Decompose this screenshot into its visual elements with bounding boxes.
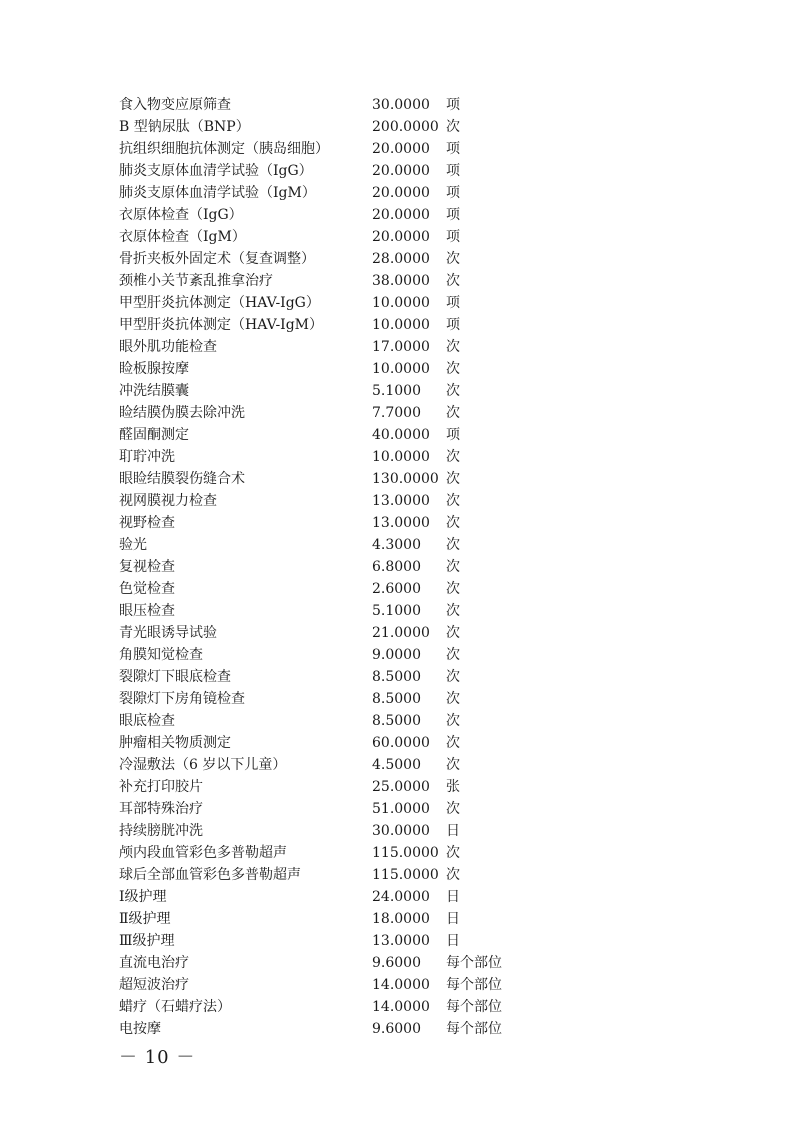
item-price: 9.0000: [372, 647, 421, 663]
item-name: 冲洗结膜囊: [119, 383, 189, 399]
item-unit: 次: [446, 449, 460, 465]
item-unit: 次: [446, 669, 460, 685]
item-unit: 次: [446, 647, 460, 663]
table-row: [119, 380, 579, 402]
table-row: [119, 490, 579, 512]
table-row: [119, 886, 579, 908]
table-row: [119, 358, 579, 380]
item-unit: 项: [446, 141, 460, 157]
table-row: [119, 336, 579, 358]
item-price: 24.0000: [372, 889, 430, 905]
item-price: 13.0000: [372, 493, 430, 509]
item-name: 衣原体检查（IgG）: [119, 207, 243, 223]
table-row: [119, 556, 579, 578]
item-price: 10.0000: [372, 449, 430, 465]
table-row: [119, 930, 579, 952]
item-unit: 项: [446, 317, 460, 333]
item-price: 21.0000: [372, 625, 430, 641]
item-name: 蜡疗（石蜡疗法）: [119, 999, 231, 1015]
table-row: [119, 864, 579, 886]
item-name: 裂隙灯下房角镜检查: [119, 691, 245, 707]
item-name: 食入物变应原筛查: [119, 97, 231, 113]
item-price: 20.0000: [372, 185, 430, 201]
item-name: 眼睑结膜裂伤缝合术: [119, 471, 245, 487]
item-price: 51.0000: [372, 801, 430, 817]
item-price: 17.0000: [372, 339, 430, 355]
item-name: B 型钠尿肽（BNP）: [119, 119, 250, 135]
item-name: 视网膜视力检查: [119, 493, 217, 509]
table-row: [119, 710, 579, 732]
item-unit: 次: [446, 361, 460, 377]
item-name: 耳部特殊治疗: [119, 801, 203, 817]
item-unit: 每个部位: [446, 999, 502, 1015]
item-price: 20.0000: [372, 229, 430, 245]
table-row: [119, 842, 579, 864]
item-name: 球后全部血管彩色多普勒超声: [119, 867, 301, 883]
item-name: 睑结膜伪膜去除冲洗: [119, 405, 245, 421]
item-name: 耵聍冲洗: [119, 449, 175, 465]
item-price: 8.5000: [372, 691, 421, 707]
item-unit: 日: [446, 933, 460, 949]
item-unit: 次: [446, 493, 460, 509]
item-unit: 次: [446, 801, 460, 817]
item-price: 38.0000: [372, 273, 430, 289]
table-row: [119, 314, 579, 336]
item-name: 甲型肝炎抗体测定（HAV-IgM）: [119, 317, 324, 333]
item-price: 115.0000: [372, 867, 439, 883]
item-price: 5.1000: [372, 603, 421, 619]
item-price: 14.0000: [372, 977, 430, 993]
item-price: 9.6000: [372, 1021, 421, 1037]
item-name: 抗组织细胞抗体测定（胰岛细胞）: [119, 141, 329, 157]
item-price: 8.5000: [372, 669, 421, 685]
item-price: 20.0000: [372, 163, 430, 179]
table-row: [119, 446, 579, 468]
item-price: 2.6000: [372, 581, 421, 597]
table-row: [119, 908, 579, 930]
item-unit: 次: [446, 691, 460, 707]
item-unit: 项: [446, 207, 460, 223]
item-unit: 日: [446, 911, 460, 927]
table-row: [119, 292, 579, 314]
item-price: 6.8000: [372, 559, 421, 575]
table-row: [119, 534, 579, 556]
item-name: 裂隙灯下眼底检查: [119, 669, 231, 685]
item-name: 醛固酮测定: [119, 427, 189, 443]
table-row: [119, 578, 579, 600]
item-unit: 项: [446, 295, 460, 311]
item-price: 13.0000: [372, 515, 430, 531]
item-name: Ⅱ级护理: [119, 911, 171, 927]
item-name: 骨折夹板外固定术（复查调整）: [119, 251, 315, 267]
item-name: 肺炎支原体血清学试验（IgG）: [119, 163, 313, 179]
item-unit: 次: [446, 713, 460, 729]
table-row: [119, 468, 579, 490]
table-row: [119, 248, 579, 270]
item-name: 眼底检查: [119, 713, 175, 729]
item-name: 冷湿敷法（6 岁以下儿童）: [119, 757, 287, 773]
table-row: [119, 1018, 579, 1040]
item-name: 超短波治疗: [119, 977, 189, 993]
table-row: [119, 204, 579, 226]
item-price: 10.0000: [372, 317, 430, 333]
item-unit: 次: [446, 537, 460, 553]
item-unit: 次: [446, 515, 460, 531]
item-unit: 项: [446, 427, 460, 443]
item-price: 30.0000: [372, 823, 430, 839]
item-name: 肺炎支原体血清学试验（IgM）: [119, 185, 316, 201]
item-name: 持续膀胱冲洗: [119, 823, 203, 839]
item-name: 眼外肌功能检查: [119, 339, 217, 355]
item-price: 25.0000: [372, 779, 430, 795]
item-name: 角膜知觉检查: [119, 647, 203, 663]
item-price: 115.0000: [372, 845, 439, 861]
table-row: [119, 138, 579, 160]
item-name: 色觉检查: [119, 581, 175, 597]
table-row: [119, 732, 579, 754]
item-unit: 次: [446, 471, 460, 487]
table-row: [119, 116, 579, 138]
table-row: [119, 644, 579, 666]
table-row: [119, 754, 579, 776]
table-row: [119, 270, 579, 292]
item-name: 电按摩: [119, 1021, 161, 1037]
table-row: [119, 952, 579, 974]
item-name: 甲型肝炎抗体测定（HAV-IgG）: [119, 295, 320, 311]
item-price: 8.5000: [372, 713, 421, 729]
item-name: 颈椎小关节紊乱推拿治疗: [119, 273, 273, 289]
page-number: － 10 －: [119, 1047, 196, 1068]
table-row: [119, 94, 579, 116]
item-unit: 张: [446, 779, 460, 795]
item-price: 20.0000: [372, 207, 430, 223]
item-unit: 次: [446, 273, 460, 289]
price-list-table: [119, 94, 579, 1040]
item-name: 验光: [119, 537, 147, 553]
item-price: 130.0000: [372, 471, 439, 487]
table-row: [119, 776, 579, 798]
item-unit: 次: [446, 251, 460, 267]
item-unit: 次: [446, 405, 460, 421]
item-unit: 次: [446, 735, 460, 751]
table-row: [119, 996, 579, 1018]
item-name: 衣原体检查（IgM）: [119, 229, 246, 245]
item-price: 14.0000: [372, 999, 430, 1015]
item-unit: 每个部位: [446, 1021, 502, 1037]
item-name: Ⅰ级护理: [119, 889, 167, 905]
item-name: 补充打印胶片: [119, 779, 203, 795]
item-unit: 次: [446, 845, 460, 861]
item-unit: 次: [446, 383, 460, 399]
item-name: 视野检查: [119, 515, 175, 531]
item-price: 7.7000: [372, 405, 421, 421]
table-row: [119, 512, 579, 534]
item-name: 眼压检查: [119, 603, 175, 619]
item-unit: 次: [446, 625, 460, 641]
item-price: 4.5000: [372, 757, 421, 773]
table-row: [119, 688, 579, 710]
item-unit: 次: [446, 339, 460, 355]
item-name: 复视检查: [119, 559, 175, 575]
table-row: [119, 820, 579, 842]
item-price: 10.0000: [372, 361, 430, 377]
item-unit: 项: [446, 185, 460, 201]
item-name: 直流电治疗: [119, 955, 189, 971]
table-row: [119, 182, 579, 204]
table-row: [119, 600, 579, 622]
item-price: 5.1000: [372, 383, 421, 399]
item-price: 9.6000: [372, 955, 421, 971]
item-unit: 日: [446, 889, 460, 905]
item-unit: 次: [446, 581, 460, 597]
table-row: [119, 622, 579, 644]
item-price: 13.0000: [372, 933, 430, 949]
item-price: 28.0000: [372, 251, 430, 267]
item-unit: 次: [446, 867, 460, 883]
table-row: [119, 160, 579, 182]
item-name: 青光眼诱导试验: [119, 625, 217, 641]
table-row: [119, 974, 579, 996]
item-price: 20.0000: [372, 141, 430, 157]
item-unit: 每个部位: [446, 977, 502, 993]
item-price: 4.3000: [372, 537, 421, 553]
item-name: 颅内段血管彩色多普勒超声: [119, 845, 287, 861]
table-row: [119, 424, 579, 446]
item-unit: 次: [446, 603, 460, 619]
item-unit: 每个部位: [446, 955, 502, 971]
item-unit: 次: [446, 559, 460, 575]
table-row: [119, 666, 579, 688]
item-unit: 次: [446, 119, 460, 135]
item-unit: 日: [446, 823, 460, 839]
item-price: 40.0000: [372, 427, 430, 443]
table-row: [119, 798, 579, 820]
item-unit: 次: [446, 757, 460, 773]
table-row: [119, 402, 579, 424]
item-unit: 项: [446, 163, 460, 179]
item-price: 30.0000: [372, 97, 430, 113]
item-unit: 项: [446, 229, 460, 245]
item-name: 肿瘤相关物质测定: [119, 735, 231, 751]
item-price: 18.0000: [372, 911, 430, 927]
item-price: 10.0000: [372, 295, 430, 311]
item-price: 60.0000: [372, 735, 430, 751]
item-name: 睑板腺按摩: [119, 361, 189, 377]
item-price: 200.0000: [372, 119, 439, 135]
item-name: Ⅲ级护理: [119, 933, 175, 949]
item-unit: 项: [446, 97, 460, 113]
table-row: [119, 226, 579, 248]
